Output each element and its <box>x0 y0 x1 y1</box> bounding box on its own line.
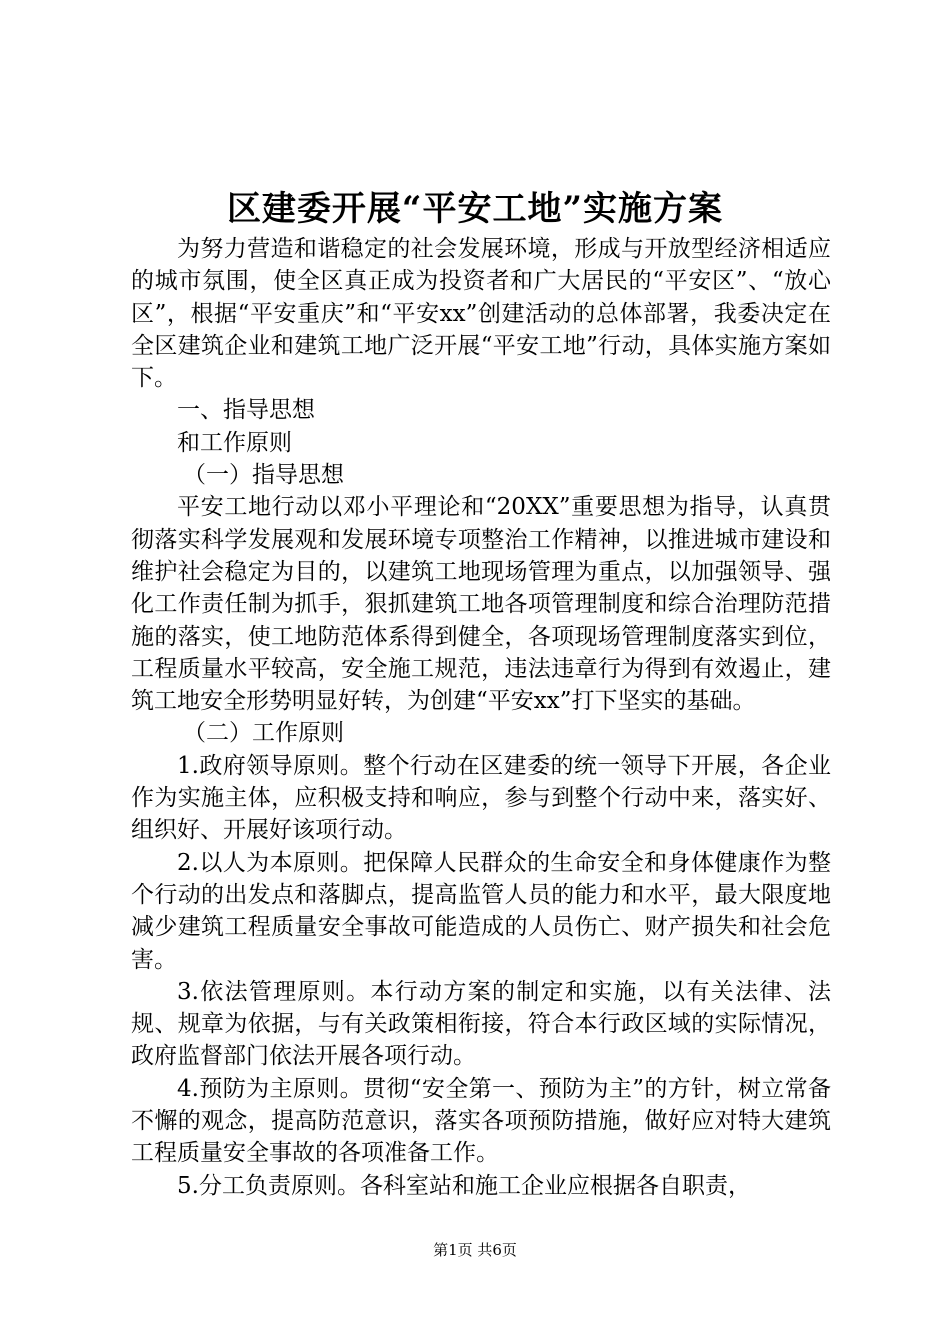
page-number-footer: 第1页 共6页 <box>433 1241 517 1259</box>
document-body <box>131 233 831 1202</box>
principle-3-paragraph: 3.依法管理原则。本行动方案的制定和实施，以有关法律、法规、规章为依据，与有关政策相衔接，符合本行政区域的实际情况，政府监督部门依法开展各项行动。 <box>131 978 831 1070</box>
subheading-guiding-thought: （一）指导思想 <box>183 462 344 489</box>
section-heading-continuation: 和工作原则 <box>177 429 292 456</box>
document-title: 区建委开展“平安工地”实施方案 <box>226 189 724 229</box>
intro-paragraph: 为努力营造和谐稳定的社会发展环境，形成与开放型经济相适应的城市氛围，使全区真正成为投资者和广大居民的“平安区”、“放心区”，根据“平安重庆”和“平安xx”创建活动的总体部署，我委决定在全区建筑企业和建筑工地广泛开展“平安工地”行动，具体实施方案如下。 <box>131 236 831 392</box>
section-heading-guiding: 一、指导思想 <box>177 397 315 424</box>
guiding-thought-paragraph: 平安工地行动以邓小平理论和“20XX”重要思想为指导，认真贯彻落实科学发展观和发展环境专项整治工作精神，以推进城市建设和维护社会稳定为目的，以建筑工地现场管理为重点，以加强领导、强化工作责任制为抓手，狠抓建筑工地各项管理制度和综合治理防范措施的落实，使工地防范体系得到健全，各项现场管理制度落实到位，工程质量水平较高，安全施工规范，违法违章行为得到有效遏止，建筑工地安全形势明显好转，为创建“平安xx”打下坚实的基础。 <box>131 494 831 715</box>
principle-2-paragraph: 2.以人为本原则。把保障人民群众的生命安全和身体健康作为整个行动的出发点和落脚点，提高监管人员的能力和水平，最大限度地减少建筑工程质量安全事故可能造成的人员伤亡、财产损失和社会危害。 <box>131 849 831 973</box>
principle-4-paragraph: 4.预防为主原则。贯彻“安全第一、预防为主”的方针，树立常备不懈的观念，提高防范意识，落实各项预防措施，做好应对特大建筑工程质量安全事故的各项准备工作。 <box>131 1075 831 1167</box>
subheading-work-principles: （二）工作原则 <box>183 720 344 747</box>
principle-5-paragraph: 5.分工负责原则。各科室站和施工企业应根据各自职责， <box>177 1172 751 1199</box>
principle-1-paragraph: 1.政府领导原则。整个行动在区建委的统一领导下开展，各企业作为实施主体，应积极支持和响应，参与到整个行动中来，落实好、组织好、开展好该项行动。 <box>131 752 831 844</box>
